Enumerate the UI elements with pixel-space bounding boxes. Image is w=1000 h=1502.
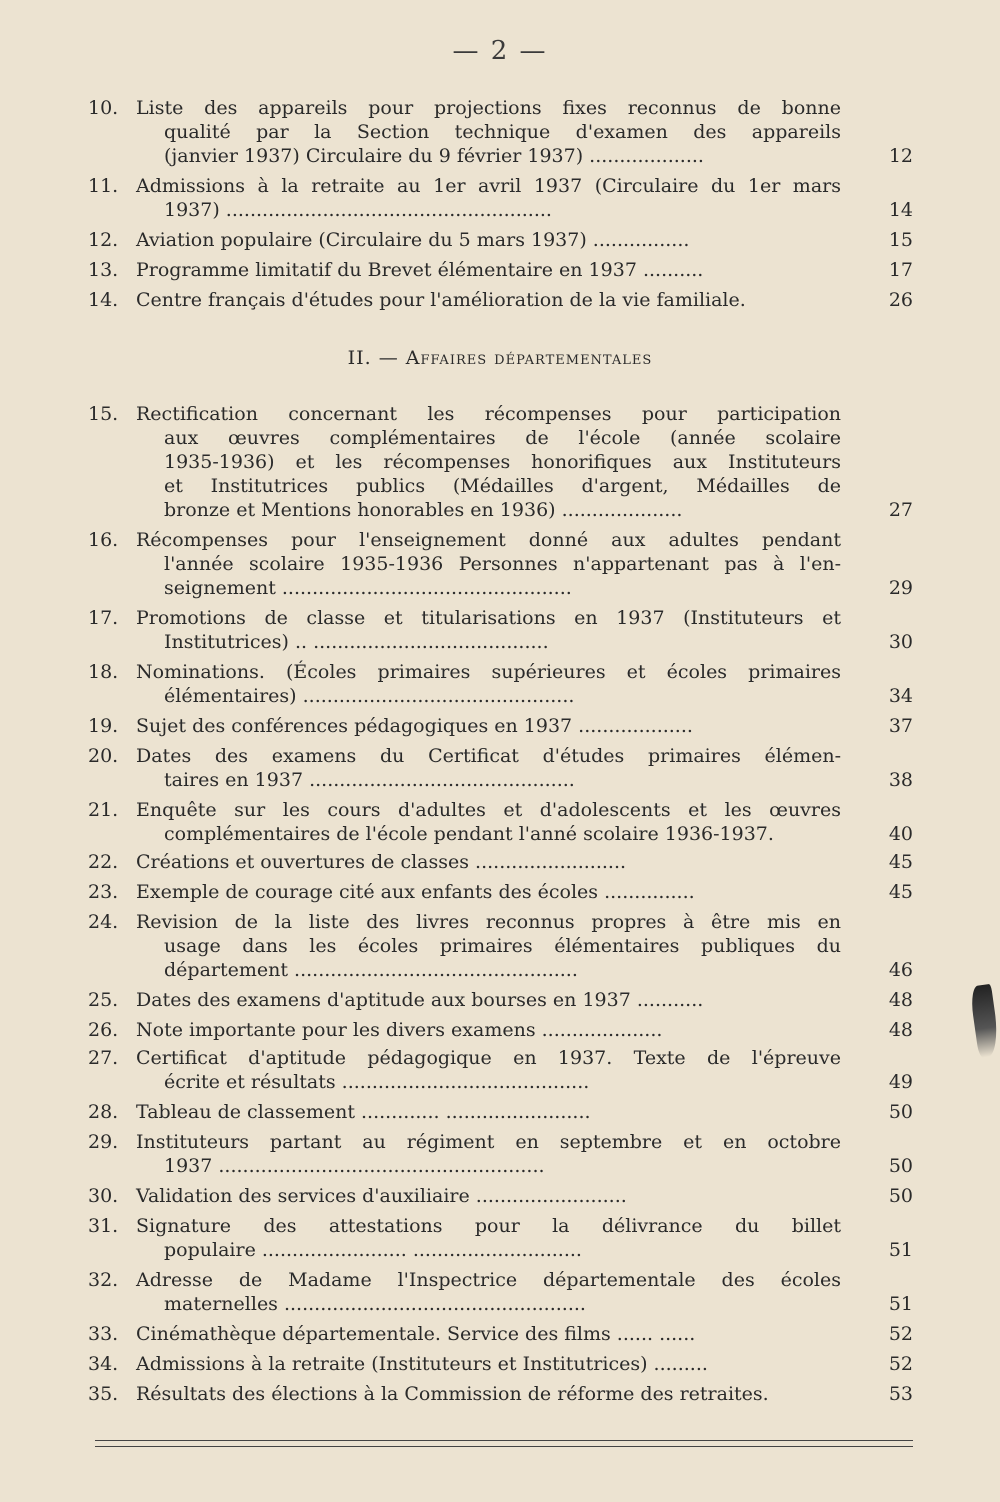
toc-entry: [88, 402, 913, 522]
entry-title: [136, 96, 841, 168]
entry-line: Sujet des conférences pédagogiques en 1937 ...................: [136, 715, 693, 737]
toc-entry: [88, 850, 913, 874]
entry-line: (janvier 1937) Circulaire du 9 février 1937) ...................: [164, 145, 704, 167]
entry-line: 1935-1936) et les récompenses honorifiques aux Instituteurs: [164, 451, 841, 473]
entry-line: Institutrices) .. .......................................: [164, 631, 549, 653]
entry-title: [136, 744, 841, 792]
entry-page-ref: 48: [888, 989, 913, 1011]
entry-line: Créations et ouvertures de classes .........................: [136, 851, 627, 873]
toc-entry: [88, 880, 913, 904]
entry-line: l'année scolaire 1935-1936 Personnes n'appartenant pas à l'en-: [164, 553, 841, 575]
entry-page-ref: 12: [888, 145, 913, 167]
toc-entry: [88, 660, 913, 708]
entry-page-ref: 37: [888, 715, 913, 737]
bottom-rule: [95, 1440, 913, 1441]
entry-page-ref: 50: [888, 1155, 913, 1177]
entry-number: 20.: [88, 745, 119, 767]
toc-entry: [88, 228, 913, 252]
entry-title: [136, 402, 841, 522]
entry-number: 17.: [88, 607, 119, 629]
entry-line: Programme limitatif du Brevet élémentaire en 1937 ..........: [136, 259, 704, 281]
toc-entry: [88, 1322, 913, 1346]
entry-page-ref: 14: [888, 199, 913, 221]
entry-title: [136, 1184, 841, 1208]
entry-number: 22.: [88, 851, 119, 873]
entry-page-ref: 51: [888, 1293, 913, 1315]
entry-title: [136, 258, 841, 282]
toc-entry: [88, 798, 913, 846]
entry-line: Aviation populaire (Circulaire du 5 mars 1937) ................: [136, 229, 690, 251]
entry-title: [136, 1382, 841, 1406]
entry-line: Dates des examens du Certificat d'études primaires élémen-: [136, 745, 841, 767]
entry-page-ref: 53: [888, 1383, 913, 1405]
entry-page-ref: 48: [888, 1019, 913, 1041]
toc-entry: [88, 174, 913, 222]
entry-line: seignement ................................................: [164, 577, 572, 599]
entry-page-ref: 51: [888, 1239, 913, 1261]
toc-entry: [88, 714, 913, 738]
entry-title: [136, 798, 841, 846]
entry-page-ref: 45: [888, 881, 913, 903]
entry-line: populaire ........................ ............................: [164, 1239, 582, 1261]
entry-page-ref: 50: [888, 1101, 913, 1123]
entry-title: [136, 1322, 841, 1346]
entry-line: et Institutrices publics (Médailles d'argent, Médailles de: [164, 475, 841, 497]
entry-page-ref: 52: [888, 1323, 913, 1345]
entry-line: Admissions à la retraite au 1er avril 1937 (Circulaire du 1er mars: [136, 175, 841, 197]
entry-line: Exemple de courage cité aux enfants des écoles ...............: [136, 881, 695, 903]
entry-number: 19.: [88, 715, 119, 737]
entry-number: 24.: [88, 911, 119, 933]
entry-line: Récompenses pour l'enseignement donné aux adultes pendant: [136, 529, 841, 551]
entry-line: Cinémathèque départementale. Service des films ...... ......: [136, 1323, 696, 1345]
entry-page-ref: 45: [888, 851, 913, 873]
entry-line: Rectification concernant les récompenses pour participation: [136, 403, 841, 425]
entry-number: 25.: [88, 989, 119, 1011]
entry-number: 28.: [88, 1101, 119, 1123]
toc-entry: [88, 1352, 913, 1376]
entry-page-ref: 27: [888, 499, 913, 521]
entry-number: 32.: [88, 1269, 119, 1291]
entry-page-ref: 46: [888, 959, 913, 981]
toc-entry: [88, 606, 913, 654]
toc-entry: [88, 1046, 913, 1094]
entry-page-ref: 34: [888, 685, 913, 707]
toc-entry: [88, 1018, 913, 1042]
entry-page-ref: 38: [888, 769, 913, 791]
entry-line: Instituteurs partant au régiment en septembre et en octobre: [136, 1131, 841, 1153]
entry-page-ref: 49: [888, 1071, 913, 1093]
toc-entry: [88, 1100, 913, 1124]
entry-line: écrite et résultats .........................................: [164, 1071, 590, 1093]
entry-line: Liste des appareils pour projections fixes reconnus de bonne: [136, 97, 841, 119]
entry-title: [136, 660, 841, 708]
toc-entry: [88, 744, 913, 792]
entry-number: 16.: [88, 529, 119, 551]
entry-title: [136, 850, 841, 874]
entry-line: Dates des examens d'aptitude aux bourses en 1937 ...........: [136, 989, 704, 1011]
entry-line: département ...............................................: [164, 959, 578, 981]
ink-smudge: [969, 984, 1000, 1058]
entry-page-ref: 26: [888, 289, 913, 311]
entry-line: Revision de la liste des livres reconnus propres à être mis en: [136, 911, 841, 933]
toc-entry: [88, 988, 913, 1012]
entry-number: 34.: [88, 1353, 119, 1375]
entry-title: [136, 988, 841, 1012]
entry-line: Résultats des élections à la Commission de réforme des retraites.: [136, 1383, 769, 1405]
toc-entry: [88, 96, 913, 168]
entry-number: 13.: [88, 259, 119, 281]
entry-line: qualité par la Section technique d'examen des appareils: [164, 121, 841, 143]
entry-title: [136, 288, 841, 312]
entry-number: 30.: [88, 1185, 119, 1207]
entry-title: [136, 1268, 841, 1316]
entry-page-ref: 40: [888, 823, 913, 845]
section-heading: II. — Affaires départementales: [347, 347, 653, 369]
entry-line: usage dans les écoles primaires élémentaires publiques du: [164, 935, 841, 957]
entry-line: Centre français d'études pour l'amélioration de la vie familiale.: [136, 289, 746, 311]
entry-number: 12.: [88, 229, 119, 251]
entry-line: taires en 1937 ............................................: [164, 769, 575, 791]
entry-title: [136, 228, 841, 252]
entry-line: Adresse de Madame l'Inspectrice départementale des écoles: [136, 1269, 841, 1291]
entry-title: [136, 606, 841, 654]
entry-line: Enquête sur les cours d'adultes et d'adolescents et les œuvres: [136, 799, 841, 821]
entry-line: Certificat d'aptitude pédagogique en 1937. Texte de l'épreuve: [136, 1047, 841, 1069]
page-number: — 2 —: [452, 36, 548, 66]
toc-entry: [88, 1268, 913, 1316]
entry-number: 29.: [88, 1131, 119, 1153]
entry-line: Promotions de classe et titularisations en 1937 (Instituteurs et: [136, 607, 841, 629]
toc-entry: [88, 1130, 913, 1178]
entry-number: 26.: [88, 1019, 119, 1041]
entry-title: [136, 1046, 841, 1094]
entry-title: [136, 880, 841, 904]
toc-entry: [88, 1184, 913, 1208]
entry-line: Signature des attestations pour la délivrance du billet: [136, 1215, 841, 1237]
toc-entry: [88, 258, 913, 282]
entry-title: [136, 174, 841, 222]
entry-line: Note importante pour les divers examens ....................: [136, 1019, 663, 1041]
entry-page-ref: 50: [888, 1185, 913, 1207]
entry-number: 10.: [88, 97, 119, 119]
entry-line: maternelles ..................................................: [164, 1293, 586, 1315]
entry-line: élémentaires) .............................................: [164, 685, 575, 707]
entry-number: 35.: [88, 1383, 119, 1405]
entry-line: bronze et Mentions honorables en 1936) ....................: [164, 499, 683, 521]
entry-number: 27.: [88, 1047, 119, 1069]
bottom-rule: [95, 1446, 913, 1447]
entry-number: 31.: [88, 1215, 119, 1237]
entry-number: 21.: [88, 799, 119, 821]
entry-title: [136, 1100, 841, 1124]
toc-entry: [88, 1382, 913, 1406]
entry-line: 1937) ......................................................: [164, 199, 552, 221]
entry-line: complémentaires de l'école pendant l'anné scolaire 1936-1937.: [164, 823, 774, 845]
entry-page-ref: 17: [888, 259, 913, 281]
toc-entry: [88, 910, 913, 982]
entry-page-ref: 30: [888, 631, 913, 653]
entry-title: [136, 1018, 841, 1042]
entry-title: [136, 1130, 841, 1178]
toc-entry: [88, 1214, 913, 1262]
entry-number: 33.: [88, 1323, 119, 1345]
entry-line: Validation des services d'auxiliaire .........................: [136, 1185, 627, 1207]
entry-line: 1937 ......................................................: [164, 1155, 545, 1177]
entry-title: [136, 714, 841, 738]
entry-line: Admissions à la retraite (Instituteurs et Institutrices) .........: [136, 1353, 708, 1375]
toc-entry: [88, 288, 913, 312]
entry-page-ref: 52: [888, 1353, 913, 1375]
toc-entry: [88, 528, 913, 600]
entry-number: 23.: [88, 881, 119, 903]
entry-title: [136, 1214, 841, 1262]
entry-number: 11.: [88, 175, 119, 197]
entry-page-ref: 29: [888, 577, 913, 599]
entry-line: Nominations. (Écoles primaires supérieures et écoles primaires: [136, 661, 841, 683]
entry-number: 15.: [88, 403, 119, 425]
entry-page-ref: 15: [888, 229, 913, 251]
entry-line: Tableau de classement ............. ........................: [136, 1101, 591, 1123]
entry-title: [136, 910, 841, 982]
entry-title: [136, 528, 841, 600]
entry-number: 18.: [88, 661, 119, 683]
entry-number: 14.: [88, 289, 119, 311]
entry-title: [136, 1352, 841, 1376]
entry-line: aux œuvres complémentaires de l'école (année scolaire: [164, 427, 841, 449]
